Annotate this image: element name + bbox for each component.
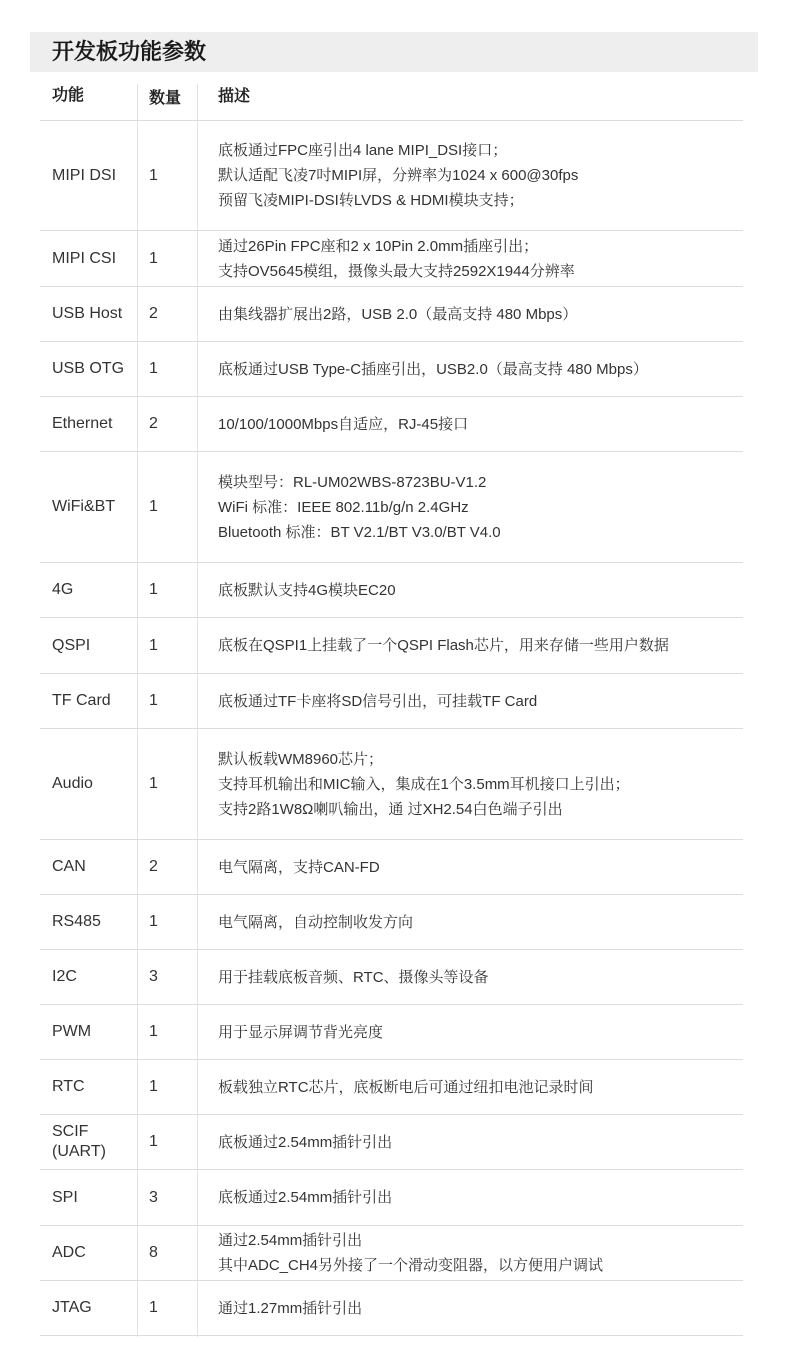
- description-line: 由集线器扩展出2路，USB 2.0（最高支持 480 Mbps）: [218, 305, 578, 323]
- description-line: 通过26Pin FPC座和2 x 10Pin 2.0mm插座引出；: [218, 237, 539, 255]
- table-row: [40, 1281, 743, 1336]
- table-row: [40, 1060, 743, 1115]
- table-row: [40, 1115, 743, 1170]
- description-line: 用于挂载底板音频、RTC、摄像头等设备: [218, 968, 489, 986]
- description-line: 底板在QSPI1上挂载了一个QSPI Flash芯片，用来存储一些用户数据: [218, 637, 669, 654]
- cell-description: [197, 138, 743, 213]
- table-row: [40, 563, 743, 618]
- cell-function: USB OTG: [52, 360, 125, 377]
- cell-function: I2C: [52, 968, 77, 985]
- description-line: 底板通过FPC座引出4 lane MIPI_DSI接口；: [218, 142, 508, 159]
- cell-quantity: 1: [149, 360, 158, 377]
- description-line: 板载独立RTC芯片，底板断电后可通过纽扣电池记录时间: [218, 1078, 594, 1096]
- cell-function: RTC: [52, 1078, 85, 1095]
- table-row: [40, 618, 743, 674]
- header-quantity: 数量: [149, 89, 182, 107]
- cell-function: QSPI: [52, 636, 91, 654]
- description-line: 电气隔离，支持CAN-FD: [218, 858, 380, 876]
- cell-quantity: 3: [149, 968, 158, 985]
- cell-description: [197, 689, 743, 714]
- cell-quantity: 1: [149, 913, 158, 930]
- cell-quantity: 1: [149, 581, 158, 598]
- cell-description: [197, 302, 743, 327]
- cell-description: [197, 412, 743, 437]
- cell-description: [197, 1228, 743, 1278]
- cell-function: Ethernet: [52, 415, 113, 432]
- cell-description: [197, 910, 743, 935]
- cell-description: [197, 1075, 743, 1100]
- cell-quantity: 1: [149, 692, 158, 709]
- table-row: [40, 342, 743, 397]
- cell-function: USB Host: [52, 305, 123, 322]
- table-row: [40, 1005, 743, 1060]
- description-line: 支持2路1W8Ω喇叭输出，通 过XH2.54白色端子引出: [218, 800, 563, 818]
- table-row: [40, 1226, 743, 1281]
- description-line: 通过2.54mm插针引出: [218, 1232, 363, 1249]
- cell-quantity: 1: [149, 1023, 158, 1040]
- description-line: 底板通过2.54mm插针引出: [218, 1133, 393, 1151]
- cell-function: TF Card: [52, 692, 111, 709]
- cell-description: [197, 578, 743, 603]
- page-title: 开发板功能参数: [52, 39, 207, 64]
- cell-description: [197, 357, 743, 382]
- table-row: [40, 121, 743, 231]
- cell-quantity: 1: [149, 636, 158, 654]
- table-row: [40, 397, 743, 452]
- table-row: [40, 729, 743, 840]
- cell-function: RS485: [52, 913, 101, 930]
- cell-quantity: 1: [149, 166, 158, 184]
- description-line: 预留飞凌MIPI-DSI转LVDS & HDMI模块支持；: [218, 192, 524, 209]
- description-line: 通过1.27mm插针引出: [218, 1299, 363, 1317]
- cell-quantity: 1: [149, 775, 158, 792]
- cell-description: [197, 633, 743, 658]
- cell-description: [197, 1020, 743, 1045]
- cell-quantity: 1: [149, 1299, 158, 1316]
- cell-function: WiFi&BT: [52, 498, 116, 515]
- cell-function: MIPI CSI: [52, 249, 117, 267]
- description-line: 默认板载WM8960芯片；: [218, 750, 384, 768]
- description-line: 用于显示屏调节背光亮度: [218, 1023, 384, 1041]
- description-line: 默认适配飞凌7吋MIPI屏，分辨率为1024 x 600@30fps: [218, 167, 579, 184]
- table-row: [40, 287, 743, 342]
- table-header-row: [40, 72, 743, 121]
- description-line: Bluetooth 标准：BT V2.1/BT V3.0/BT V4.0: [218, 523, 501, 541]
- cell-function: CAN: [52, 858, 86, 875]
- table-row: [40, 1170, 743, 1226]
- cell-description: [197, 1296, 743, 1321]
- table-row: [40, 452, 743, 563]
- cell-description: [197, 1130, 743, 1155]
- cell-function: 4G: [52, 581, 74, 598]
- cell-function: MIPI DSI: [52, 166, 117, 184]
- description-line: 底板通过USB Type-C插座引出，USB2.0（最高支持 480 Mbps）: [218, 360, 648, 378]
- cell-description: [197, 855, 743, 880]
- description-line: 其中ADC_CH4另外接了一个滑动变阻器，以方便用户调试: [218, 1257, 604, 1274]
- cell-function: Audio: [52, 775, 93, 792]
- cell-quantity: 1: [149, 1078, 158, 1095]
- header-description: 描述: [218, 87, 251, 105]
- cell-function: ADC: [52, 1244, 86, 1261]
- cell-function: JTAG: [52, 1299, 92, 1316]
- header-function: 功能: [52, 87, 85, 104]
- cell-description: [197, 1185, 743, 1210]
- description-line: 底板通过TF卡座将SD信号引出，可挂载TF Card: [218, 692, 538, 710]
- spec-table: [40, 72, 743, 1336]
- section-title-bar: [30, 32, 758, 72]
- cell-function: SPI: [52, 1188, 78, 1206]
- description-line: 底板默认支持4G模块EC20: [218, 581, 396, 599]
- description-line: 10/100/1000Mbps自适应，RJ-45接口: [218, 415, 469, 433]
- cell-quantity: 1: [149, 498, 158, 515]
- table-row: [40, 231, 743, 287]
- table-row: [40, 840, 743, 895]
- cell-quantity: 2: [149, 305, 158, 322]
- cell-description: [197, 234, 743, 284]
- description-line: 电气隔离，自动控制收发方向: [218, 913, 414, 931]
- description-line: WiFi 标准：IEEE 802.11b/g/n 2.4GHz: [218, 498, 469, 516]
- cell-function: SCIF (UART): [52, 1123, 106, 1160]
- table-row: [40, 895, 743, 950]
- cell-quantity: 8: [149, 1244, 158, 1261]
- cell-quantity: 3: [149, 1188, 158, 1206]
- cell-description: [197, 470, 743, 545]
- cell-quantity: 1: [149, 1133, 158, 1150]
- cell-description: [197, 965, 743, 990]
- table-row: [40, 950, 743, 1005]
- cell-quantity: 1: [149, 249, 158, 267]
- description-line: 底板通过2.54mm插针引出: [218, 1189, 393, 1206]
- cell-description: [197, 747, 743, 822]
- description-line: 模块型号：RL-UM02WBS-8723BU-V1.2: [218, 473, 487, 491]
- description-line: 支持耳机输出和MIC输入，集成在1个3.5mm耳机接口上引出；: [218, 775, 630, 793]
- cell-quantity: 2: [149, 415, 158, 432]
- table-row: [40, 674, 743, 729]
- description-line: 支持OV5645模组，摄像头最大支持2592X1944分辨率: [218, 262, 575, 280]
- cell-function: PWM: [52, 1023, 92, 1040]
- cell-quantity: 2: [149, 858, 158, 875]
